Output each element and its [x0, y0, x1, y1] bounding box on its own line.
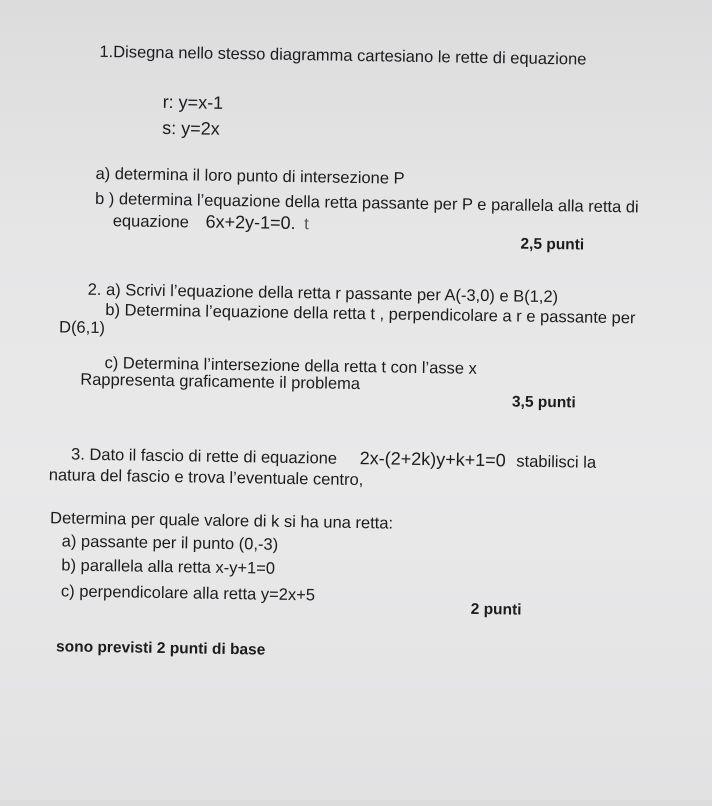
q1-equation-s: s: y=2x: [162, 117, 220, 139]
q3-points: 2 punti: [470, 600, 522, 619]
q2-part-b: b) Determina l’equazione della retta t , perpendicolare a r e passante per: [105, 301, 636, 328]
q3-intro-text: 3. Dato il fascio di rette di equazione: [70, 445, 338, 468]
q2-part-a: 2. a) Scrivi l’equazione della retta r passante per A(-3,0) e B(1,2): [87, 280, 559, 307]
q3-part-a: a) passante per il punto (0,-3): [61, 532, 279, 554]
footer-note: sono previsti 2 punti di base: [55, 638, 266, 659]
q3-line2: natura del fascio e trova l’eventuale centro,: [48, 466, 364, 490]
q1-title: 1.Disegna nello stesso diagramma cartesiano le rette di equazione: [99, 42, 587, 69]
q3-part-c: c) perpendicolare alla retta y=2x+5: [60, 582, 316, 605]
q2-points: 3,5 punti: [511, 393, 576, 412]
q1-part-b-continued: [113, 210, 309, 234]
q1-equation-r: r: y=x-1: [162, 91, 224, 113]
q1-points: 2,5 punti: [520, 235, 585, 254]
q1-equazione-label: equazione: [112, 212, 190, 232]
q3-part-b: b) parallela alla retta x-y+1=0: [61, 556, 276, 578]
q1-part-b: b ) determina l’equazione della retta passante per P e parallela alla retta di: [94, 189, 639, 217]
q2-part-b-continued: D(6,1): [58, 318, 106, 338]
q3-intro-end: stabilisci la: [516, 452, 597, 472]
q2-part-c: c) Determina l’intersezione della retta t con l’asse x: [104, 354, 477, 378]
q3-determine: Determina per quale valore di k si ha una retta:: [49, 509, 394, 533]
q3-equation: 2x-(2+2k)y+k+1=0: [359, 448, 506, 471]
q1-equation: 6x+2y-1=0.: [205, 211, 296, 234]
q1-part-a: a) determina il loro punto di intersezione P: [95, 164, 405, 188]
q2-graph-instruction: Rappresenta graficamente il problema: [80, 370, 361, 394]
q1-stray-mark: t: [304, 215, 309, 234]
